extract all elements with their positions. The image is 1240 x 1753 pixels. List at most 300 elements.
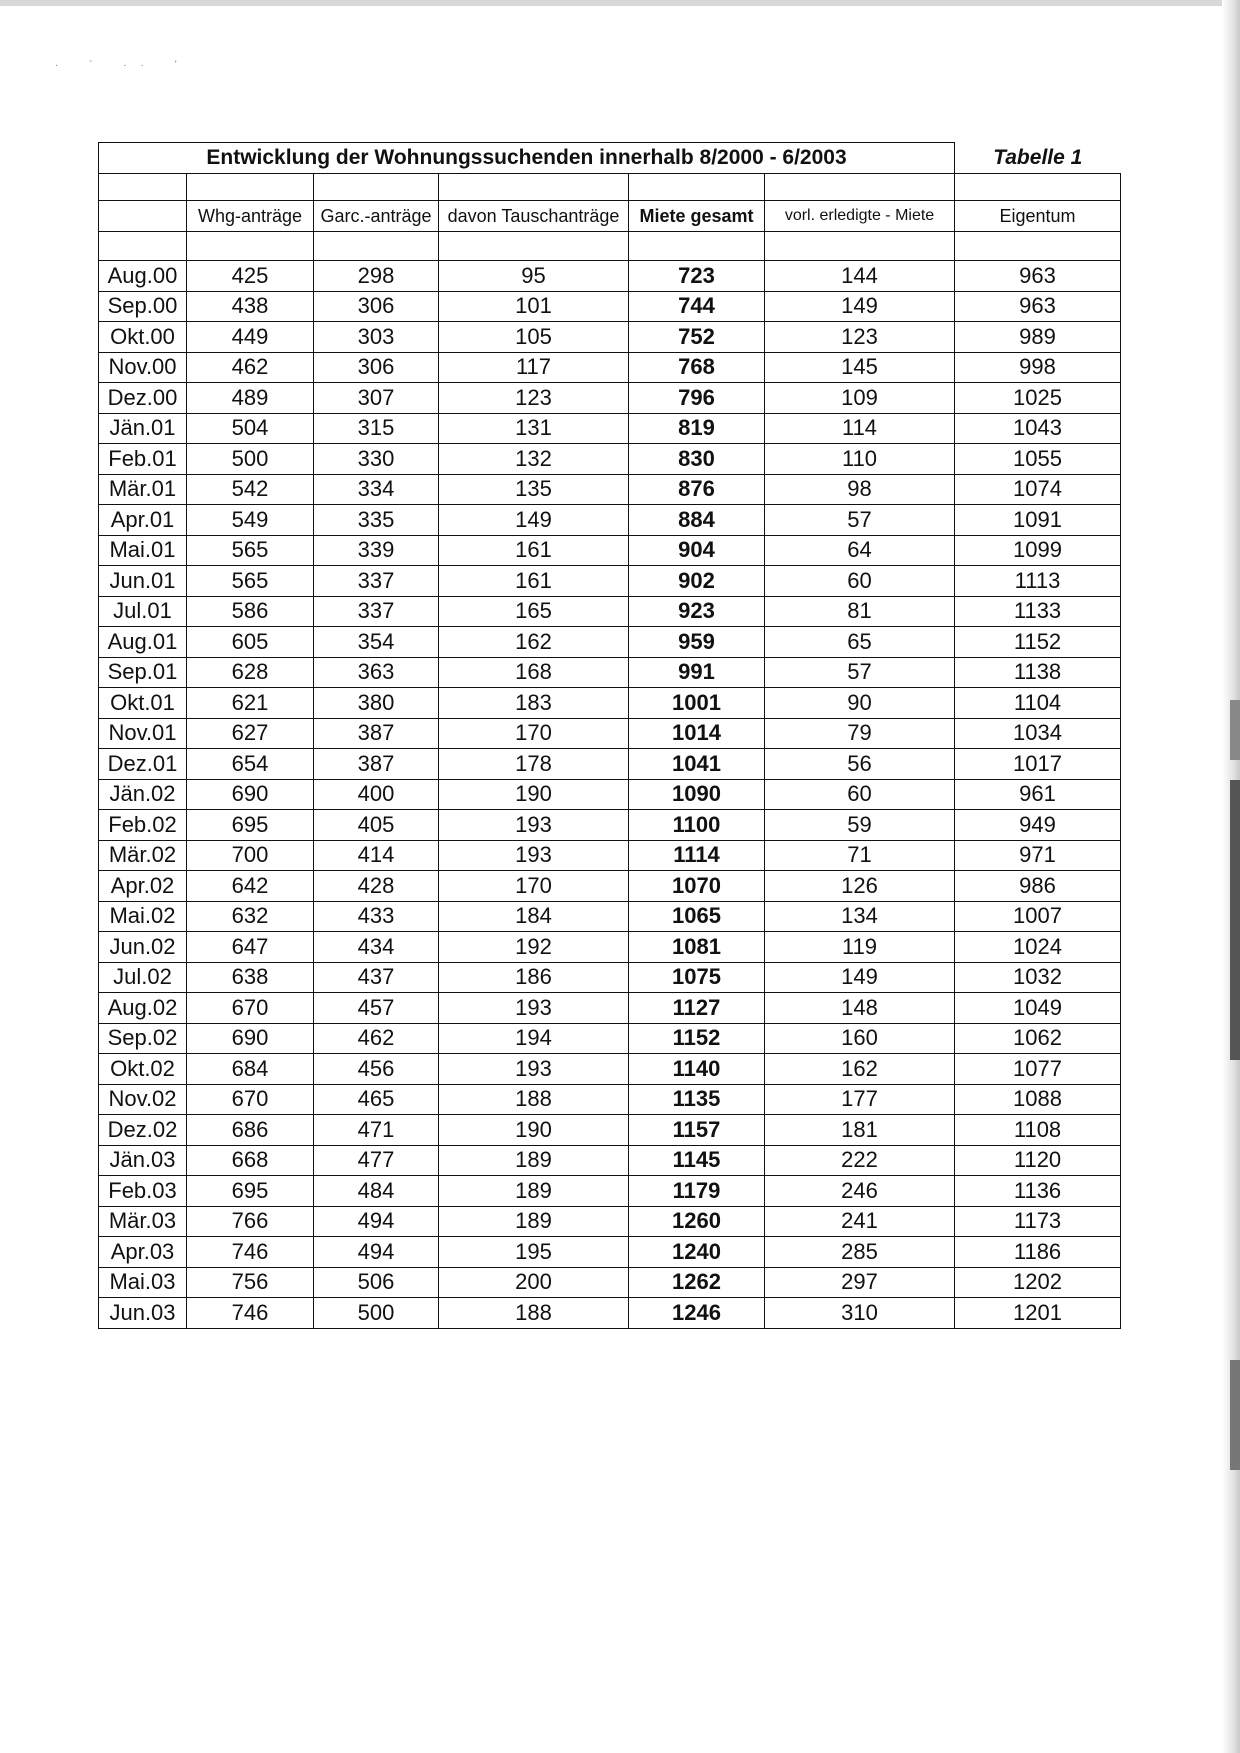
eigentum-cell: 1091 <box>955 505 1121 536</box>
tauschantraege-cell: 123 <box>439 383 629 414</box>
miete-gesamt-cell: 1065 <box>629 901 765 932</box>
miete-gesamt-cell: 1260 <box>629 1206 765 1237</box>
miete-gesamt-cell: 1240 <box>629 1237 765 1268</box>
whg-antraege-cell: 627 <box>187 718 314 749</box>
month-cell: Okt.00 <box>99 322 187 353</box>
month-cell: Jän.02 <box>99 779 187 810</box>
tauschantraege-cell: 193 <box>439 840 629 871</box>
eigentum-cell: 1088 <box>955 1084 1121 1115</box>
eigentum-cell: 1062 <box>955 1023 1121 1054</box>
month-cell: Jun.01 <box>99 566 187 597</box>
vorl-erledigte-miete-cell: 57 <box>765 505 955 536</box>
month-cell: Jul.01 <box>99 596 187 627</box>
whg-antraege-cell: 504 <box>187 413 314 444</box>
eigentum-cell: 961 <box>955 779 1121 810</box>
miete-gesamt-cell: 819 <box>629 413 765 444</box>
scan-specks: · ` ·· ʼ <box>55 60 191 71</box>
garc-antraege-cell: 400 <box>314 779 439 810</box>
whg-antraege-cell: 684 <box>187 1054 314 1085</box>
garc-antraege-cell: 354 <box>314 627 439 658</box>
eigentum-cell: 1017 <box>955 749 1121 780</box>
table-row <box>99 1145 1121 1176</box>
empty-cell <box>439 232 629 261</box>
vorl-erledigte-miete-cell: 64 <box>765 535 955 566</box>
whg-antraege-cell: 565 <box>187 566 314 597</box>
table-title: Entwicklung der Wohnungssuchenden innerhalb 8/2000 - 6/2003 <box>99 143 955 174</box>
tauschantraege-cell: 101 <box>439 291 629 322</box>
month-cell: Jän.03 <box>99 1145 187 1176</box>
vorl-erledigte-miete-cell: 110 <box>765 444 955 475</box>
eigentum-cell: 1202 <box>955 1267 1121 1298</box>
month-cell: Nov.00 <box>99 352 187 383</box>
whg-antraege-cell: 605 <box>187 627 314 658</box>
eigentum-cell: 1077 <box>955 1054 1121 1085</box>
empty-cell <box>187 232 314 261</box>
garc-antraege-cell: 494 <box>314 1237 439 1268</box>
table-row <box>99 688 1121 719</box>
table-row <box>99 505 1121 536</box>
vorl-erledigte-miete-cell: 177 <box>765 1084 955 1115</box>
tauschantraege-cell: 161 <box>439 566 629 597</box>
table-row <box>99 1237 1121 1268</box>
empty-cell <box>765 232 955 261</box>
table-row <box>99 962 1121 993</box>
header-garc-antraege: Garc.-anträge <box>314 201 439 232</box>
eigentum-cell: 963 <box>955 291 1121 322</box>
header-cell-empty <box>99 201 187 232</box>
miete-gesamt-cell: 959 <box>629 627 765 658</box>
whg-antraege-cell: 700 <box>187 840 314 871</box>
tauschantraege-cell: 170 <box>439 718 629 749</box>
tauschantraege-cell: 200 <box>439 1267 629 1298</box>
whg-antraege-cell: 500 <box>187 444 314 475</box>
miete-gesamt-cell: 1145 <box>629 1145 765 1176</box>
tauschantraege-cell: 170 <box>439 871 629 902</box>
eigentum-cell: 1025 <box>955 383 1121 414</box>
tauschantraege-cell: 192 <box>439 932 629 963</box>
whg-antraege-cell: 586 <box>187 596 314 627</box>
whg-antraege-cell: 746 <box>187 1237 314 1268</box>
table-row <box>99 474 1121 505</box>
garc-antraege-cell: 477 <box>314 1145 439 1176</box>
miete-gesamt-cell: 1081 <box>629 932 765 963</box>
eigentum-cell: 1034 <box>955 718 1121 749</box>
eigentum-cell: 986 <box>955 871 1121 902</box>
whg-antraege-cell: 438 <box>187 291 314 322</box>
month-cell: Mai.01 <box>99 535 187 566</box>
table-row <box>99 840 1121 871</box>
miete-gesamt-cell: 1152 <box>629 1023 765 1054</box>
tauschantraege-cell: 194 <box>439 1023 629 1054</box>
whg-antraege-cell: 565 <box>187 535 314 566</box>
miete-gesamt-cell: 796 <box>629 383 765 414</box>
month-cell: Okt.02 <box>99 1054 187 1085</box>
empty-cell <box>314 174 439 201</box>
eigentum-cell: 1032 <box>955 962 1121 993</box>
eigentum-cell: 1007 <box>955 901 1121 932</box>
tauschantraege-cell: 184 <box>439 901 629 932</box>
garc-antraege-cell: 506 <box>314 1267 439 1298</box>
table-row <box>99 871 1121 902</box>
month-cell: Jul.02 <box>99 962 187 993</box>
garc-antraege-cell: 494 <box>314 1206 439 1237</box>
month-cell: Apr.01 <box>99 505 187 536</box>
whg-antraege-cell: 542 <box>187 474 314 505</box>
month-cell: Aug.02 <box>99 993 187 1024</box>
tauschantraege-cell: 195 <box>439 1237 629 1268</box>
garc-antraege-cell: 387 <box>314 718 439 749</box>
garc-antraege-cell: 315 <box>314 413 439 444</box>
month-cell: Nov.01 <box>99 718 187 749</box>
whg-antraege-cell: 632 <box>187 901 314 932</box>
vorl-erledigte-miete-cell: 79 <box>765 718 955 749</box>
empty-cell <box>314 232 439 261</box>
month-cell: Apr.03 <box>99 1237 187 1268</box>
miete-gesamt-cell: 1114 <box>629 840 765 871</box>
whg-antraege-cell: 670 <box>187 1084 314 1115</box>
month-cell: Aug.01 <box>99 627 187 658</box>
vorl-erledigte-miete-cell: 285 <box>765 1237 955 1268</box>
table-row <box>99 322 1121 353</box>
whg-antraege-cell: 449 <box>187 322 314 353</box>
miete-gesamt-cell: 1140 <box>629 1054 765 1085</box>
tauschantraege-cell: 188 <box>439 1298 629 1329</box>
month-cell: Jän.01 <box>99 413 187 444</box>
whg-antraege-cell: 668 <box>187 1145 314 1176</box>
garc-antraege-cell: 387 <box>314 749 439 780</box>
table-row <box>99 901 1121 932</box>
vorl-erledigte-miete-cell: 160 <box>765 1023 955 1054</box>
tauschantraege-cell: 193 <box>439 810 629 841</box>
garc-antraege-cell: 334 <box>314 474 439 505</box>
eigentum-cell: 1104 <box>955 688 1121 719</box>
whg-antraege-cell: 695 <box>187 1176 314 1207</box>
empty-cell <box>765 174 955 201</box>
month-cell: Sep.02 <box>99 1023 187 1054</box>
vorl-erledigte-miete-cell: 222 <box>765 1145 955 1176</box>
empty-cell <box>439 174 629 201</box>
vorl-erledigte-miete-cell: 71 <box>765 840 955 871</box>
miete-gesamt-cell: 1001 <box>629 688 765 719</box>
vorl-erledigte-miete-cell: 57 <box>765 657 955 688</box>
tauschantraege-cell: 188 <box>439 1084 629 1115</box>
miete-gesamt-cell: 723 <box>629 261 765 292</box>
miete-gesamt-cell: 1100 <box>629 810 765 841</box>
garc-antraege-cell: 303 <box>314 322 439 353</box>
tauschantraege-cell: 161 <box>439 535 629 566</box>
whg-antraege-cell: 670 <box>187 993 314 1024</box>
miete-gesamt-cell: 923 <box>629 596 765 627</box>
garc-antraege-cell: 428 <box>314 871 439 902</box>
whg-antraege-cell: 756 <box>187 1267 314 1298</box>
table-row <box>99 932 1121 963</box>
scan-shadow <box>1230 780 1240 1060</box>
miete-gesamt-cell: 1179 <box>629 1176 765 1207</box>
eigentum-cell: 1113 <box>955 566 1121 597</box>
garc-antraege-cell: 298 <box>314 261 439 292</box>
vorl-erledigte-miete-cell: 114 <box>765 413 955 444</box>
vorl-erledigte-miete-cell: 126 <box>765 871 955 902</box>
month-cell: Mai.02 <box>99 901 187 932</box>
eigentum-cell: 1138 <box>955 657 1121 688</box>
garc-antraege-cell: 465 <box>314 1084 439 1115</box>
whg-antraege-cell: 638 <box>187 962 314 993</box>
tauschantraege-cell: 193 <box>439 1054 629 1085</box>
empty-cell <box>955 174 1121 201</box>
garc-antraege-cell: 363 <box>314 657 439 688</box>
table-row <box>99 779 1121 810</box>
eigentum-cell: 989 <box>955 322 1121 353</box>
eigentum-cell: 1173 <box>955 1206 1121 1237</box>
tauschantraege-cell: 135 <box>439 474 629 505</box>
table-row <box>99 718 1121 749</box>
eigentum-cell: 963 <box>955 261 1121 292</box>
vorl-erledigte-miete-cell: 145 <box>765 352 955 383</box>
whg-antraege-cell: 621 <box>187 688 314 719</box>
whg-antraege-cell: 686 <box>187 1115 314 1146</box>
month-cell: Feb.02 <box>99 810 187 841</box>
month-cell: Mär.02 <box>99 840 187 871</box>
eigentum-cell: 1055 <box>955 444 1121 475</box>
garc-antraege-cell: 306 <box>314 352 439 383</box>
table-row <box>99 383 1121 414</box>
table-row <box>99 1023 1121 1054</box>
vorl-erledigte-miete-cell: 109 <box>765 383 955 414</box>
eigentum-cell: 1201 <box>955 1298 1121 1329</box>
vorl-erledigte-miete-cell: 162 <box>765 1054 955 1085</box>
tauschantraege-cell: 190 <box>439 1115 629 1146</box>
vorl-erledigte-miete-cell: 134 <box>765 901 955 932</box>
whg-antraege-cell: 462 <box>187 352 314 383</box>
header-miete-gesamt: Miete gesamt <box>629 201 765 232</box>
miete-gesamt-cell: 752 <box>629 322 765 353</box>
garc-antraege-cell: 462 <box>314 1023 439 1054</box>
miete-gesamt-cell: 768 <box>629 352 765 383</box>
vorl-erledigte-miete-cell: 148 <box>765 993 955 1024</box>
month-cell: Dez.02 <box>99 1115 187 1146</box>
tauschantraege-cell: 131 <box>439 413 629 444</box>
garc-antraege-cell: 339 <box>314 535 439 566</box>
garc-antraege-cell: 433 <box>314 901 439 932</box>
eigentum-cell: 1049 <box>955 993 1121 1024</box>
whg-antraege-cell: 654 <box>187 749 314 780</box>
table-row <box>99 993 1121 1024</box>
miete-gesamt-cell: 991 <box>629 657 765 688</box>
garc-antraege-cell: 434 <box>314 932 439 963</box>
table-row <box>99 810 1121 841</box>
garc-antraege-cell: 437 <box>314 962 439 993</box>
garc-antraege-cell: 380 <box>314 688 439 719</box>
vorl-erledigte-miete-cell: 297 <box>765 1267 955 1298</box>
miete-gesamt-cell: 876 <box>629 474 765 505</box>
header-whg-antraege: Whg-anträge <box>187 201 314 232</box>
vorl-erledigte-miete-cell: 149 <box>765 962 955 993</box>
tauschantraege-cell: 149 <box>439 505 629 536</box>
whg-antraege-cell: 628 <box>187 657 314 688</box>
spacer-row <box>99 174 1121 201</box>
vorl-erledigte-miete-cell: 90 <box>765 688 955 719</box>
garc-antraege-cell: 337 <box>314 596 439 627</box>
tauschantraege-cell: 190 <box>439 779 629 810</box>
empty-cell <box>187 174 314 201</box>
empty-cell <box>99 174 187 201</box>
month-cell: Okt.01 <box>99 688 187 719</box>
month-cell: Dez.00 <box>99 383 187 414</box>
vorl-erledigte-miete-cell: 310 <box>765 1298 955 1329</box>
empty-cell <box>629 174 765 201</box>
eigentum-cell: 998 <box>955 352 1121 383</box>
table-row <box>99 627 1121 658</box>
garc-antraege-cell: 405 <box>314 810 439 841</box>
miete-gesamt-cell: 1090 <box>629 779 765 810</box>
vorl-erledigte-miete-cell: 241 <box>765 1206 955 1237</box>
tauschantraege-cell: 168 <box>439 657 629 688</box>
vorl-erledigte-miete-cell: 246 <box>765 1176 955 1207</box>
garc-antraege-cell: 484 <box>314 1176 439 1207</box>
garc-antraege-cell: 337 <box>314 566 439 597</box>
garc-antraege-cell: 335 <box>314 505 439 536</box>
whg-antraege-cell: 647 <box>187 932 314 963</box>
tauschantraege-cell: 105 <box>439 322 629 353</box>
vorl-erledigte-miete-cell: 81 <box>765 596 955 627</box>
tauschantraege-cell: 183 <box>439 688 629 719</box>
title-row <box>99 143 1121 174</box>
tauschantraege-cell: 162 <box>439 627 629 658</box>
month-cell: Apr.02 <box>99 871 187 902</box>
table-row <box>99 352 1121 383</box>
month-cell: Aug.00 <box>99 261 187 292</box>
scan-shadow <box>1230 700 1240 760</box>
empty-cell <box>99 232 187 261</box>
vorl-erledigte-miete-cell: 149 <box>765 291 955 322</box>
tauschantraege-cell: 189 <box>439 1176 629 1207</box>
month-cell: Mai.03 <box>99 1267 187 1298</box>
eigentum-cell: 949 <box>955 810 1121 841</box>
month-cell: Feb.03 <box>99 1176 187 1207</box>
header-vorl-erledigte-miete: vorl. erledigte - Miete <box>765 201 955 232</box>
table-row <box>99 413 1121 444</box>
miete-gesamt-cell: 830 <box>629 444 765 475</box>
table-row <box>99 1084 1121 1115</box>
whg-antraege-cell: 642 <box>187 871 314 902</box>
garc-antraege-cell: 457 <box>314 993 439 1024</box>
tauschantraege-cell: 189 <box>439 1145 629 1176</box>
month-cell: Sep.01 <box>99 657 187 688</box>
table-row <box>99 657 1121 688</box>
tauschantraege-cell: 178 <box>439 749 629 780</box>
table-row <box>99 1298 1121 1329</box>
table-row <box>99 1054 1121 1085</box>
vorl-erledigte-miete-cell: 119 <box>765 932 955 963</box>
tauschantraege-cell: 186 <box>439 962 629 993</box>
whg-antraege-cell: 425 <box>187 261 314 292</box>
garc-antraege-cell: 414 <box>314 840 439 871</box>
header-row <box>99 201 1121 232</box>
whg-antraege-cell: 690 <box>187 779 314 810</box>
table-label: Tabelle 1 <box>993 145 1083 169</box>
table-row <box>99 1267 1121 1298</box>
miete-gesamt-cell: 884 <box>629 505 765 536</box>
eigentum-cell: 1024 <box>955 932 1121 963</box>
scan-shadow <box>1230 1360 1240 1470</box>
miete-gesamt-cell: 1014 <box>629 718 765 749</box>
tauschantraege-cell: 132 <box>439 444 629 475</box>
garc-antraege-cell: 330 <box>314 444 439 475</box>
eigentum-cell: 1043 <box>955 413 1121 444</box>
vorl-erledigte-miete-cell: 60 <box>765 566 955 597</box>
garc-antraege-cell: 471 <box>314 1115 439 1146</box>
miete-gesamt-cell: 1127 <box>629 993 765 1024</box>
vorl-erledigte-miete-cell: 65 <box>765 627 955 658</box>
tauschantraege-cell: 193 <box>439 993 629 1024</box>
month-cell: Mär.03 <box>99 1206 187 1237</box>
month-cell: Dez.01 <box>99 749 187 780</box>
table-row <box>99 535 1121 566</box>
miete-gesamt-cell: 1246 <box>629 1298 765 1329</box>
table-row <box>99 444 1121 475</box>
table-row <box>99 749 1121 780</box>
eigentum-cell: 1133 <box>955 596 1121 627</box>
whg-antraege-cell: 766 <box>187 1206 314 1237</box>
month-cell: Jun.02 <box>99 932 187 963</box>
miete-gesamt-cell: 902 <box>629 566 765 597</box>
eigentum-cell: 1108 <box>955 1115 1121 1146</box>
spacer-row <box>99 232 1121 261</box>
miete-gesamt-cell: 1135 <box>629 1084 765 1115</box>
whg-antraege-cell: 746 <box>187 1298 314 1329</box>
tauschantraege-cell: 117 <box>439 352 629 383</box>
header-tauschantraege: davon Tauschanträge <box>439 201 629 232</box>
header-eigentum: Eigentum <box>955 201 1121 232</box>
miete-gesamt-cell: 1041 <box>629 749 765 780</box>
table-row <box>99 1206 1121 1237</box>
table-row <box>99 1176 1121 1207</box>
vorl-erledigte-miete-cell: 181 <box>765 1115 955 1146</box>
vorl-erledigte-miete-cell: 144 <box>765 261 955 292</box>
eigentum-cell: 1186 <box>955 1237 1121 1268</box>
eigentum-cell: 1099 <box>955 535 1121 566</box>
month-cell: Jun.03 <box>99 1298 187 1329</box>
vorl-erledigte-miete-cell: 60 <box>765 779 955 810</box>
empty-cell <box>955 232 1121 261</box>
vorl-erledigte-miete-cell: 56 <box>765 749 955 780</box>
eigentum-cell: 1120 <box>955 1145 1121 1176</box>
eigentum-cell: 1074 <box>955 474 1121 505</box>
scan-border-right <box>1222 0 1240 1753</box>
miete-gesamt-cell: 1075 <box>629 962 765 993</box>
empty-cell <box>629 232 765 261</box>
tauschantraege-cell: 189 <box>439 1206 629 1237</box>
eigentum-cell: 971 <box>955 840 1121 871</box>
eigentum-cell: 1136 <box>955 1176 1121 1207</box>
table-row <box>99 261 1121 292</box>
data-table <box>98 142 1121 1329</box>
table-row <box>99 291 1121 322</box>
miete-gesamt-cell: 744 <box>629 291 765 322</box>
whg-antraege-cell: 690 <box>187 1023 314 1054</box>
garc-antraege-cell: 306 <box>314 291 439 322</box>
tauschantraege-cell: 95 <box>439 261 629 292</box>
month-cell: Feb.01 <box>99 444 187 475</box>
scan-border-top <box>0 0 1240 6</box>
month-cell: Sep.00 <box>99 291 187 322</box>
tauschantraege-cell: 165 <box>439 596 629 627</box>
whg-antraege-cell: 695 <box>187 810 314 841</box>
table-row <box>99 566 1121 597</box>
miete-gesamt-cell: 1157 <box>629 1115 765 1146</box>
data-table-container <box>98 142 1120 1329</box>
garc-antraege-cell: 500 <box>314 1298 439 1329</box>
